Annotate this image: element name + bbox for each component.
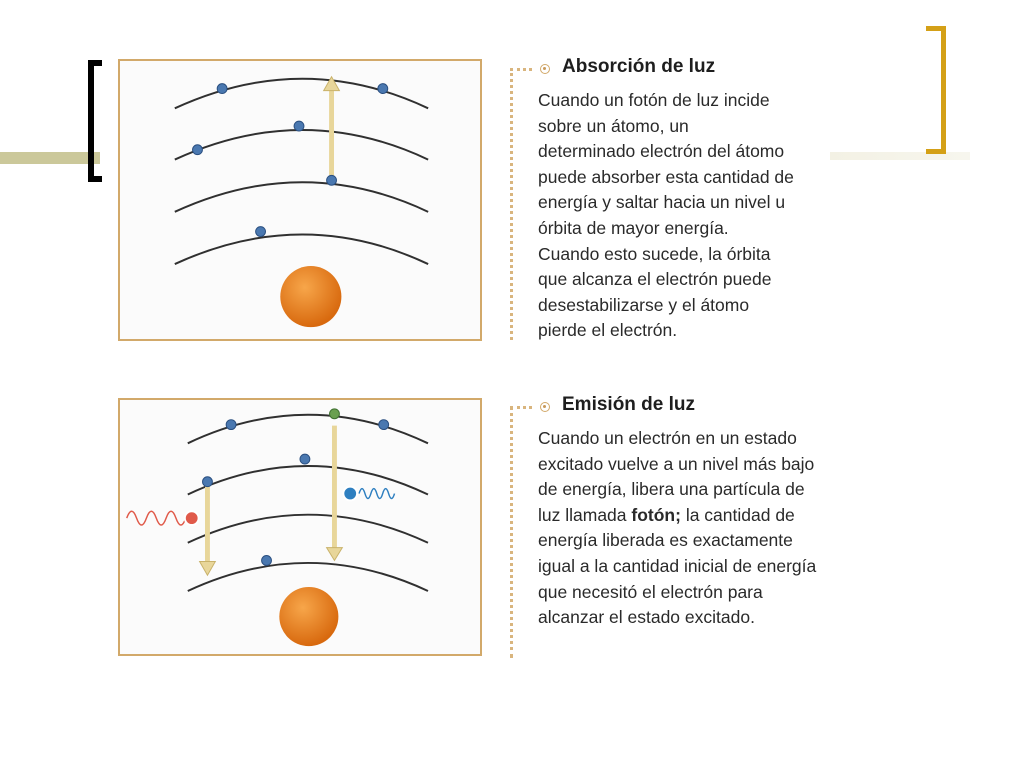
absorption-section [510,56,870,346]
electron [217,84,227,94]
dotted-rule [510,68,513,340]
bullet-icon [540,402,550,412]
left-accent-bar [0,152,100,164]
right-bracket [926,26,946,154]
electron [203,477,213,487]
emission-diagram [118,398,482,656]
photon-wave-blue [359,489,394,499]
electron [193,145,203,155]
photon-blue [343,487,357,501]
electron [327,175,337,185]
orbit-4 [188,415,428,444]
absorption-text: Cuando un fotón de luz incide sobre un átomo, un determinado electrón del átomo puede absorber esta cantidad de energía y saltar hacia un nivel u órbita de mayor energía. Cuando esto sucede, la órbita que alcanza el electrón puede desestabilizarse y el átomo pierde el electrón. [538,90,794,341]
absorption-atom-svg [120,61,480,339]
electron [378,84,388,94]
orbit-2 [188,515,428,543]
emission-text-part: la cantidad de energía liberada es exactamente igual a la cantidad inicial de energía que necesitó el electrón para alcanzar el estado excitado. [538,504,817,628]
absorption-heading: Absorción de luz [562,56,716,77]
left-bracket [88,60,102,182]
dotted-connector [510,406,532,409]
dotted-connector [510,68,532,71]
electron [379,420,389,430]
orbit-4 [175,79,428,109]
nucleus [280,266,341,327]
emission-text-part: Cuando un electrón en un estado excitado vuelve a un nivel más bajo de energía, libera una partícula de luz llamada [538,428,815,525]
emission-arrow-short-head [200,561,216,575]
electron [300,454,310,464]
photon-wave-red [127,511,186,525]
electron [256,227,266,237]
excited-electron [330,409,340,419]
emission-arrow-long-head [327,548,343,561]
emission-section [510,394,890,664]
emission-heading: Emisión de luz [562,394,696,415]
orbit-1 [175,235,428,265]
emission-text-bold: fotón; [631,504,681,525]
nucleus [279,587,338,646]
dotted-rule [510,406,513,658]
orbit-3 [188,466,428,495]
emission-atom-svg [120,400,480,654]
orbit-2 [175,182,428,212]
electron [226,420,236,430]
emission-text [538,426,816,631]
absorption-diagram [118,59,482,341]
bullet-icon [540,64,550,74]
photon-red [185,511,199,525]
electron [262,556,272,566]
orbit-1 [188,563,428,591]
electron [294,121,304,131]
orbit-3 [175,130,428,160]
